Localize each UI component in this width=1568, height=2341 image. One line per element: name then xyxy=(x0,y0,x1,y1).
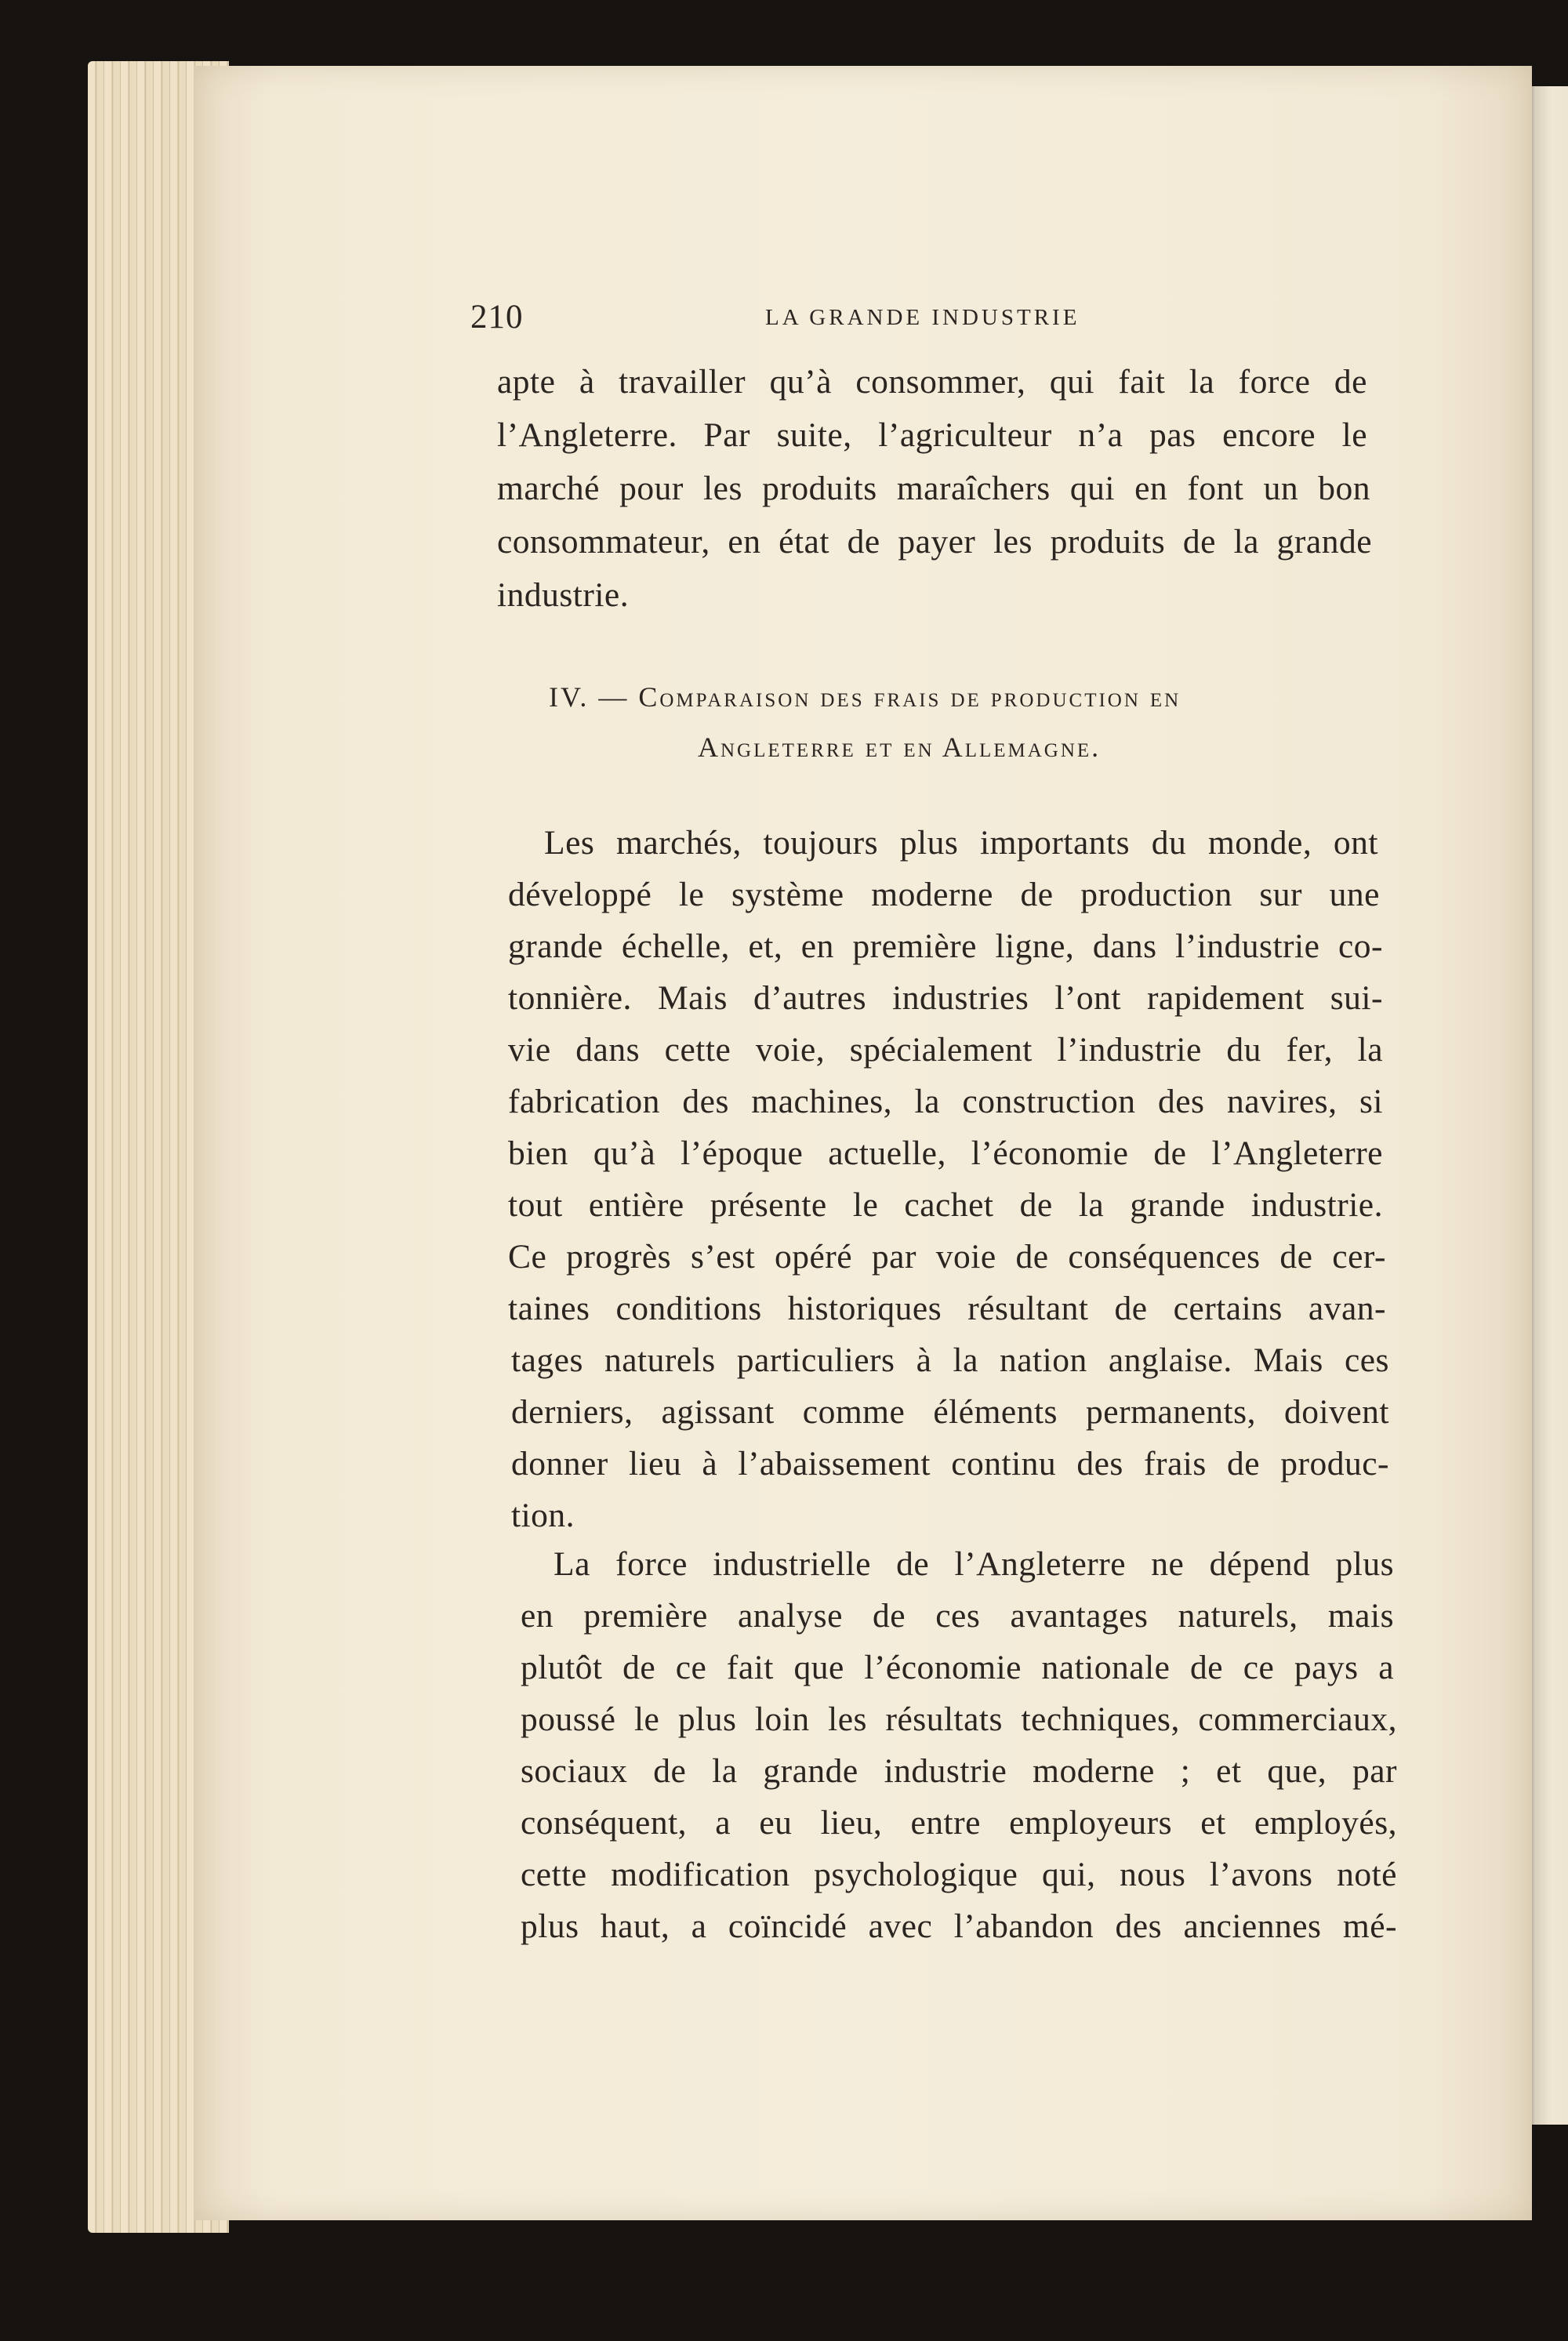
facing-page-edge xyxy=(1527,86,1568,2125)
text-line: plus haut, a coïncidé avec l’abandon des anciennes mé- xyxy=(521,1907,1397,1945)
text-line: industrie. xyxy=(497,576,630,614)
text-line: grande échelle, et, en première ligne, dans l’industrie co- xyxy=(508,927,1383,965)
text-line: tages naturels particuliers à la nation anglaise. Mais ces xyxy=(511,1341,1389,1379)
text-line: fabrication des machines, la construction des navires, si xyxy=(508,1083,1383,1120)
text-line: bien qu’à l’époque actuelle, l’économie de l’Angleterre xyxy=(508,1134,1383,1172)
text-line: cette modification psychologique qui, nous l’avons noté xyxy=(521,1856,1397,1893)
section-heading-line-1: IV. — Comparaison des frais de production en xyxy=(549,681,1181,713)
text-line: tion. xyxy=(511,1497,575,1534)
text-line: poussé le plus loin les résultats techniques, commerciaux, xyxy=(521,1700,1397,1738)
text-line: plutôt de ce fait que l’économie nationale de ce pays a xyxy=(521,1649,1394,1686)
text-line: en première analyse de ces avantages naturels, mais xyxy=(521,1597,1394,1635)
text-line: marché pour les produits maraîchers qui en font un bon xyxy=(497,470,1370,507)
text-line: l’Angleterre. Par suite, l’agriculteur n’a pas encore le xyxy=(497,416,1367,454)
text-line: tout entière présente le cachet de la grande industrie. xyxy=(508,1186,1383,1224)
text-line: sociaux de la grande industrie moderne ; et que, par xyxy=(521,1752,1397,1790)
text-line: taines conditions historiques résultant de certains avan- xyxy=(508,1290,1386,1327)
text-line: derniers, agissant comme éléments permanents, doivent xyxy=(511,1393,1389,1431)
text-line: tonnière. Mais d’autres industries l’ont rapidement sui- xyxy=(508,979,1383,1017)
text-line: développé le système moderne de production sur une xyxy=(508,876,1380,913)
text-line: donner lieu à l’abaissement continu des frais de produc- xyxy=(511,1445,1389,1483)
section-heading-line-2: Angleterre et en Allemagne. xyxy=(698,731,1102,763)
running-title: LA GRANDE INDUSTRIE xyxy=(765,305,1080,330)
text-line: vie dans cette voie, spécialement l’industrie du fer, la xyxy=(508,1031,1383,1069)
text-line: Ce progrès s’est opéré par voie de conséquences de cer- xyxy=(508,1238,1386,1276)
page-number: 210 xyxy=(470,299,524,336)
text-line: consommateur, en état de payer les produits de la grande xyxy=(497,523,1372,561)
text-line: La force industrielle de l’Angleterre ne dépend plus xyxy=(554,1545,1394,1583)
text-line: conséquent, a eu lieu, entre employeurs et employés, xyxy=(521,1804,1397,1842)
text-line: apte à travailler qu’à consommer, qui fait la force de xyxy=(497,363,1367,401)
text-line: Les marchés, toujours plus importants du monde, ont xyxy=(544,824,1378,862)
